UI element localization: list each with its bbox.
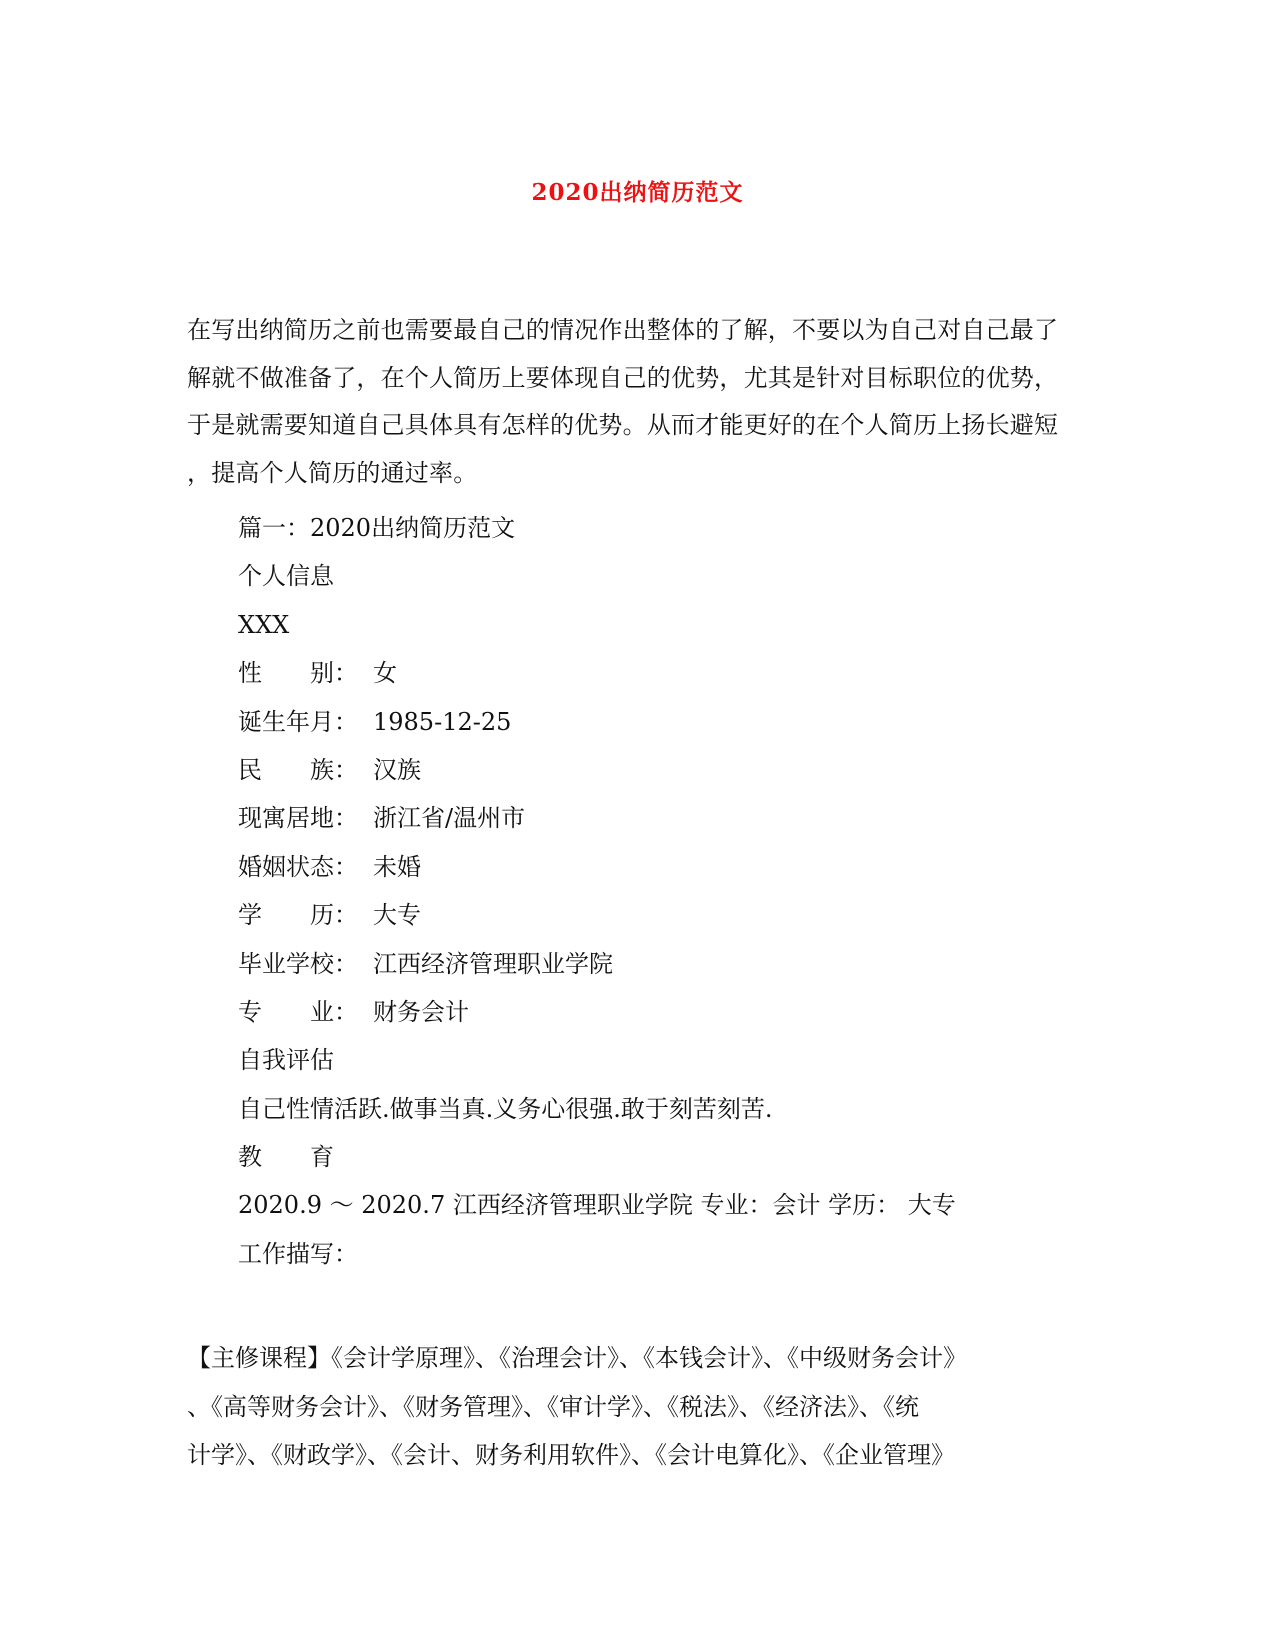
intro-line: ，提高个人简历的通过率。 (187, 458, 478, 487)
course-line: 【主修课程】《会计学原理》、《治理会计》、《本钱会计》、《中级财务会计》 (187, 1344, 967, 1372)
info-label: 婚姻状态： (238, 852, 358, 881)
resume-body (238, 512, 1098, 1286)
info-row-gender (238, 657, 1098, 705)
self-eval-heading: 自我评估 (238, 1046, 334, 1075)
education-entry: 2020.9 ～ 2020.7 江西经济管理职业学院 专业：会计 学历： 大专 (238, 1191, 956, 1220)
intro-line: 在写出纳简历之前也需要最自己的情况作出整体的了解，不要以为自己对自己最了 (187, 316, 1059, 344)
courses-paragraph (187, 1342, 1092, 1488)
intro-paragraph (187, 314, 1092, 504)
info-value: 大专 (373, 901, 421, 930)
info-value: 女 (373, 659, 397, 688)
intro-line: 解就不做准备了，在个人简历上要体现自己的优势，尤其是针对目标职位的优势， (187, 363, 1059, 392)
info-value: 财务会计 (373, 997, 469, 1026)
info-row-school (238, 948, 1098, 996)
work-heading: 工作描写： (238, 1239, 358, 1268)
info-label: 毕业学校： (238, 949, 358, 978)
section-heading: 篇一：2020出纳简历范文 (238, 514, 516, 542)
info-label: 诞生年月： (238, 707, 358, 736)
info-label: 民 族： (238, 755, 358, 784)
info-label: 专 业： (238, 997, 358, 1026)
info-value: 江西经济管理职业学院 (373, 949, 613, 978)
info-row-education-level (238, 899, 1098, 947)
intro-line: 于是就需要知道自己具体具有怎样的优势。从而才能更好的在个人简历上扬长避短 (187, 411, 1059, 439)
info-label: 学 历： (238, 901, 358, 930)
info-row-residence (238, 802, 1098, 850)
info-row-birthdate (238, 706, 1098, 754)
course-line: 、《高等财务会计》、《财务管理》、《审计学》、《税法》、《经济法》、《统 (187, 1392, 919, 1421)
info-value: 汉族 (373, 755, 421, 784)
course-line: 计学》、《财政学》、《会计、财务利用软件》、《会计电算化》、《企业管理》 (187, 1441, 955, 1469)
personal-info-heading: 个人信息 (238, 562, 334, 591)
info-label: 现寓居地： (238, 804, 358, 833)
info-row-marital-status (238, 851, 1098, 899)
info-value: 未婚 (373, 852, 421, 881)
document-title: 2020出纳简历范文 (531, 179, 744, 206)
info-row-ethnicity (238, 754, 1098, 802)
name-value: XXX (238, 610, 290, 639)
info-value: 浙江省/温州市 (373, 804, 526, 833)
info-row-major (238, 996, 1098, 1044)
info-label: 性 别： (238, 659, 358, 688)
info-value: 1985-12-25 (373, 707, 512, 736)
education-heading: 教 育 (238, 1143, 334, 1172)
self-eval-text: 自己性情活跃.做事当真.义务心很强.敢于刻苦刻苦. (238, 1094, 773, 1123)
